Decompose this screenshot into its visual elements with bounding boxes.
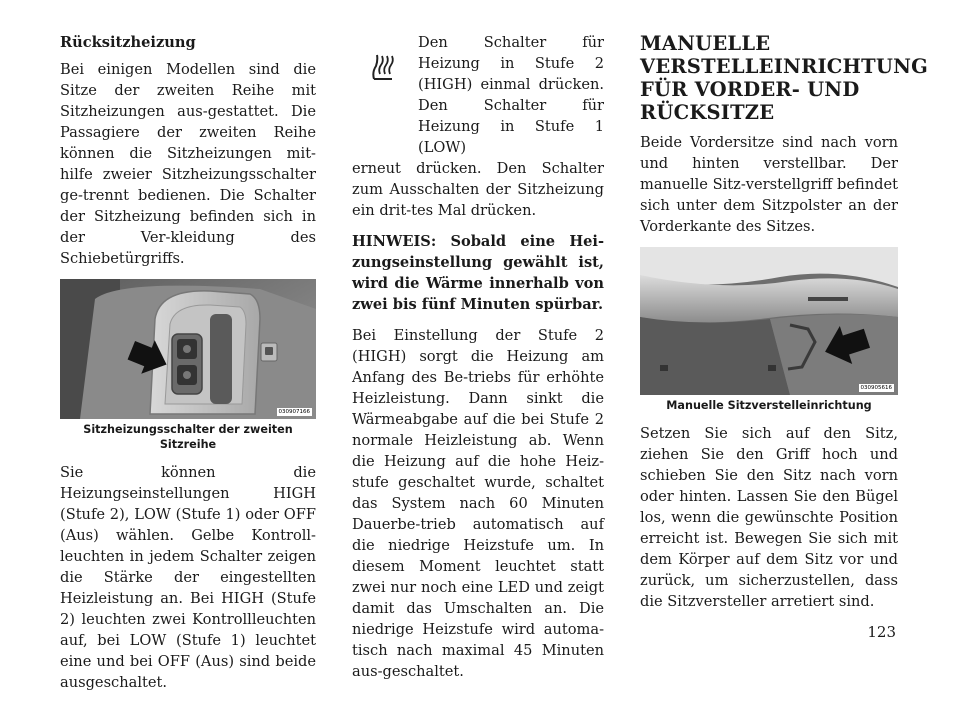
paragraph: Setzen Sie sich auf den Sitz, ziehen Sie den Griff hoch und schieben Sie den Sitz nach vorn oder hinten. Lassen Sie den Bügel los, wenn die gewünschte Position erreicht ist. Bewegen Sie sich mit dem Körper auf dem Sitz vor und zurück, um sicherzustellen, dass die Sitzversteller arretiert sind. — [640, 425, 898, 610]
figure-caption: Sitzheizungsschalter der zweiten Sitzreihe — [83, 423, 293, 451]
note-paragraph: HINWEIS: Sobald eine Hei-zungseinstellung gewählt ist, wird die Wärme innerhalb von zwei bis fünf Minuten spürbar. — [352, 233, 604, 313]
figure-code: 030905616 — [860, 385, 892, 391]
figure-seat-heater-switches-photo — [60, 279, 316, 419]
figure-manual-seat-adjuster-photo — [640, 247, 898, 395]
column-middle — [352, 32, 604, 692]
seat-heater-icon — [368, 52, 398, 82]
paragraph: Bei Einstellung der Stufe 2 (HIGH) sorgt die Heizung am Anfang des Be-triebs für erhöhte Heizleistung. Dann sinkt die Wärmeabgabe auf die bei Stufe 2 normale Heizleistung ab. Wenn die Heizung auf die hohe Heiz-stufe geschaltet wurde, schaltet das System nach 60 Minuten Dauerbe-trieb automatisch auf die niedrige Heizstufe um. In diesem Moment leuchtet statt zwei nur noch eine LED und zeigt damit das Umschalten an. Die niedrige Heizstufe wird automa-tisch nach maximal 45 Minuten aus-geschaltet. — [352, 327, 604, 680]
heater-instruction-block — [352, 32, 604, 221]
column-left — [60, 32, 316, 703]
page-number: 123 — [867, 623, 896, 641]
paragraph: Beide Vordersitze sind nach vorn und hinten verstellbar. Der manuelle Sitz-verstellgriff befindet sich unter dem Sitzpolster an der Vorderkante des Sitzes. — [640, 134, 898, 235]
paragraph-continued: erneut drücken. Den Schalter zum Ausschalten der Sitzheizung ein drit-tes Mal drücken. — [352, 160, 604, 219]
section-heading-manual-seat-adjust: MANUELLE VERSTELLEINRICHTUNG FÜR VORDER- UND RÜCKSITZE — [640, 32, 928, 124]
section-heading-rear-seat-heating: Rücksitzheizung — [60, 34, 196, 51]
figure-code: 030907166 — [278, 409, 310, 415]
column-right — [640, 32, 928, 622]
door-handle-photo-illustration — [60, 279, 316, 419]
paragraph: Bei einigen Modellen sind die Sitze der zweiten Reihe mit Sitzheizungen aus-gestattet. Die Passagiere der zweiten Reihe können die Sitzheizungen mit-hilfe zweier Sitzheizungsschalter ge-trennt bedienen. Die Schalter der Sitzheizung befinden sich in der Ver-kleidung des Schiebetürgriffs. — [60, 61, 316, 267]
paragraph-indented: Den Schalter für Heizung in Stufe 2 (HIGH) einmal drücken. Den Schalter für Heizung in Stufe 1 (LOW) — [418, 34, 604, 156]
figure-caption: Manuelle Sitzverstelleinrichtung — [666, 399, 872, 412]
paragraph: Sie können die Heizungseinstellungen HIGH (Stufe 2), LOW (Stufe 1) oder OFF (Aus) wählen. Gelbe Kontroll-leuchten in jedem Schalter zeigen die Stärke der eingestellten Heizleistung an. Bei HIGH (Stufe 2) leuchten zwei Kontrollleuchten auf, bei LOW (Stufe 1) leuchtet eine und bei OFF (Aus) sind beide ausgeschaltet. — [60, 464, 316, 691]
seat-adjuster-photo-illustration — [640, 247, 898, 395]
